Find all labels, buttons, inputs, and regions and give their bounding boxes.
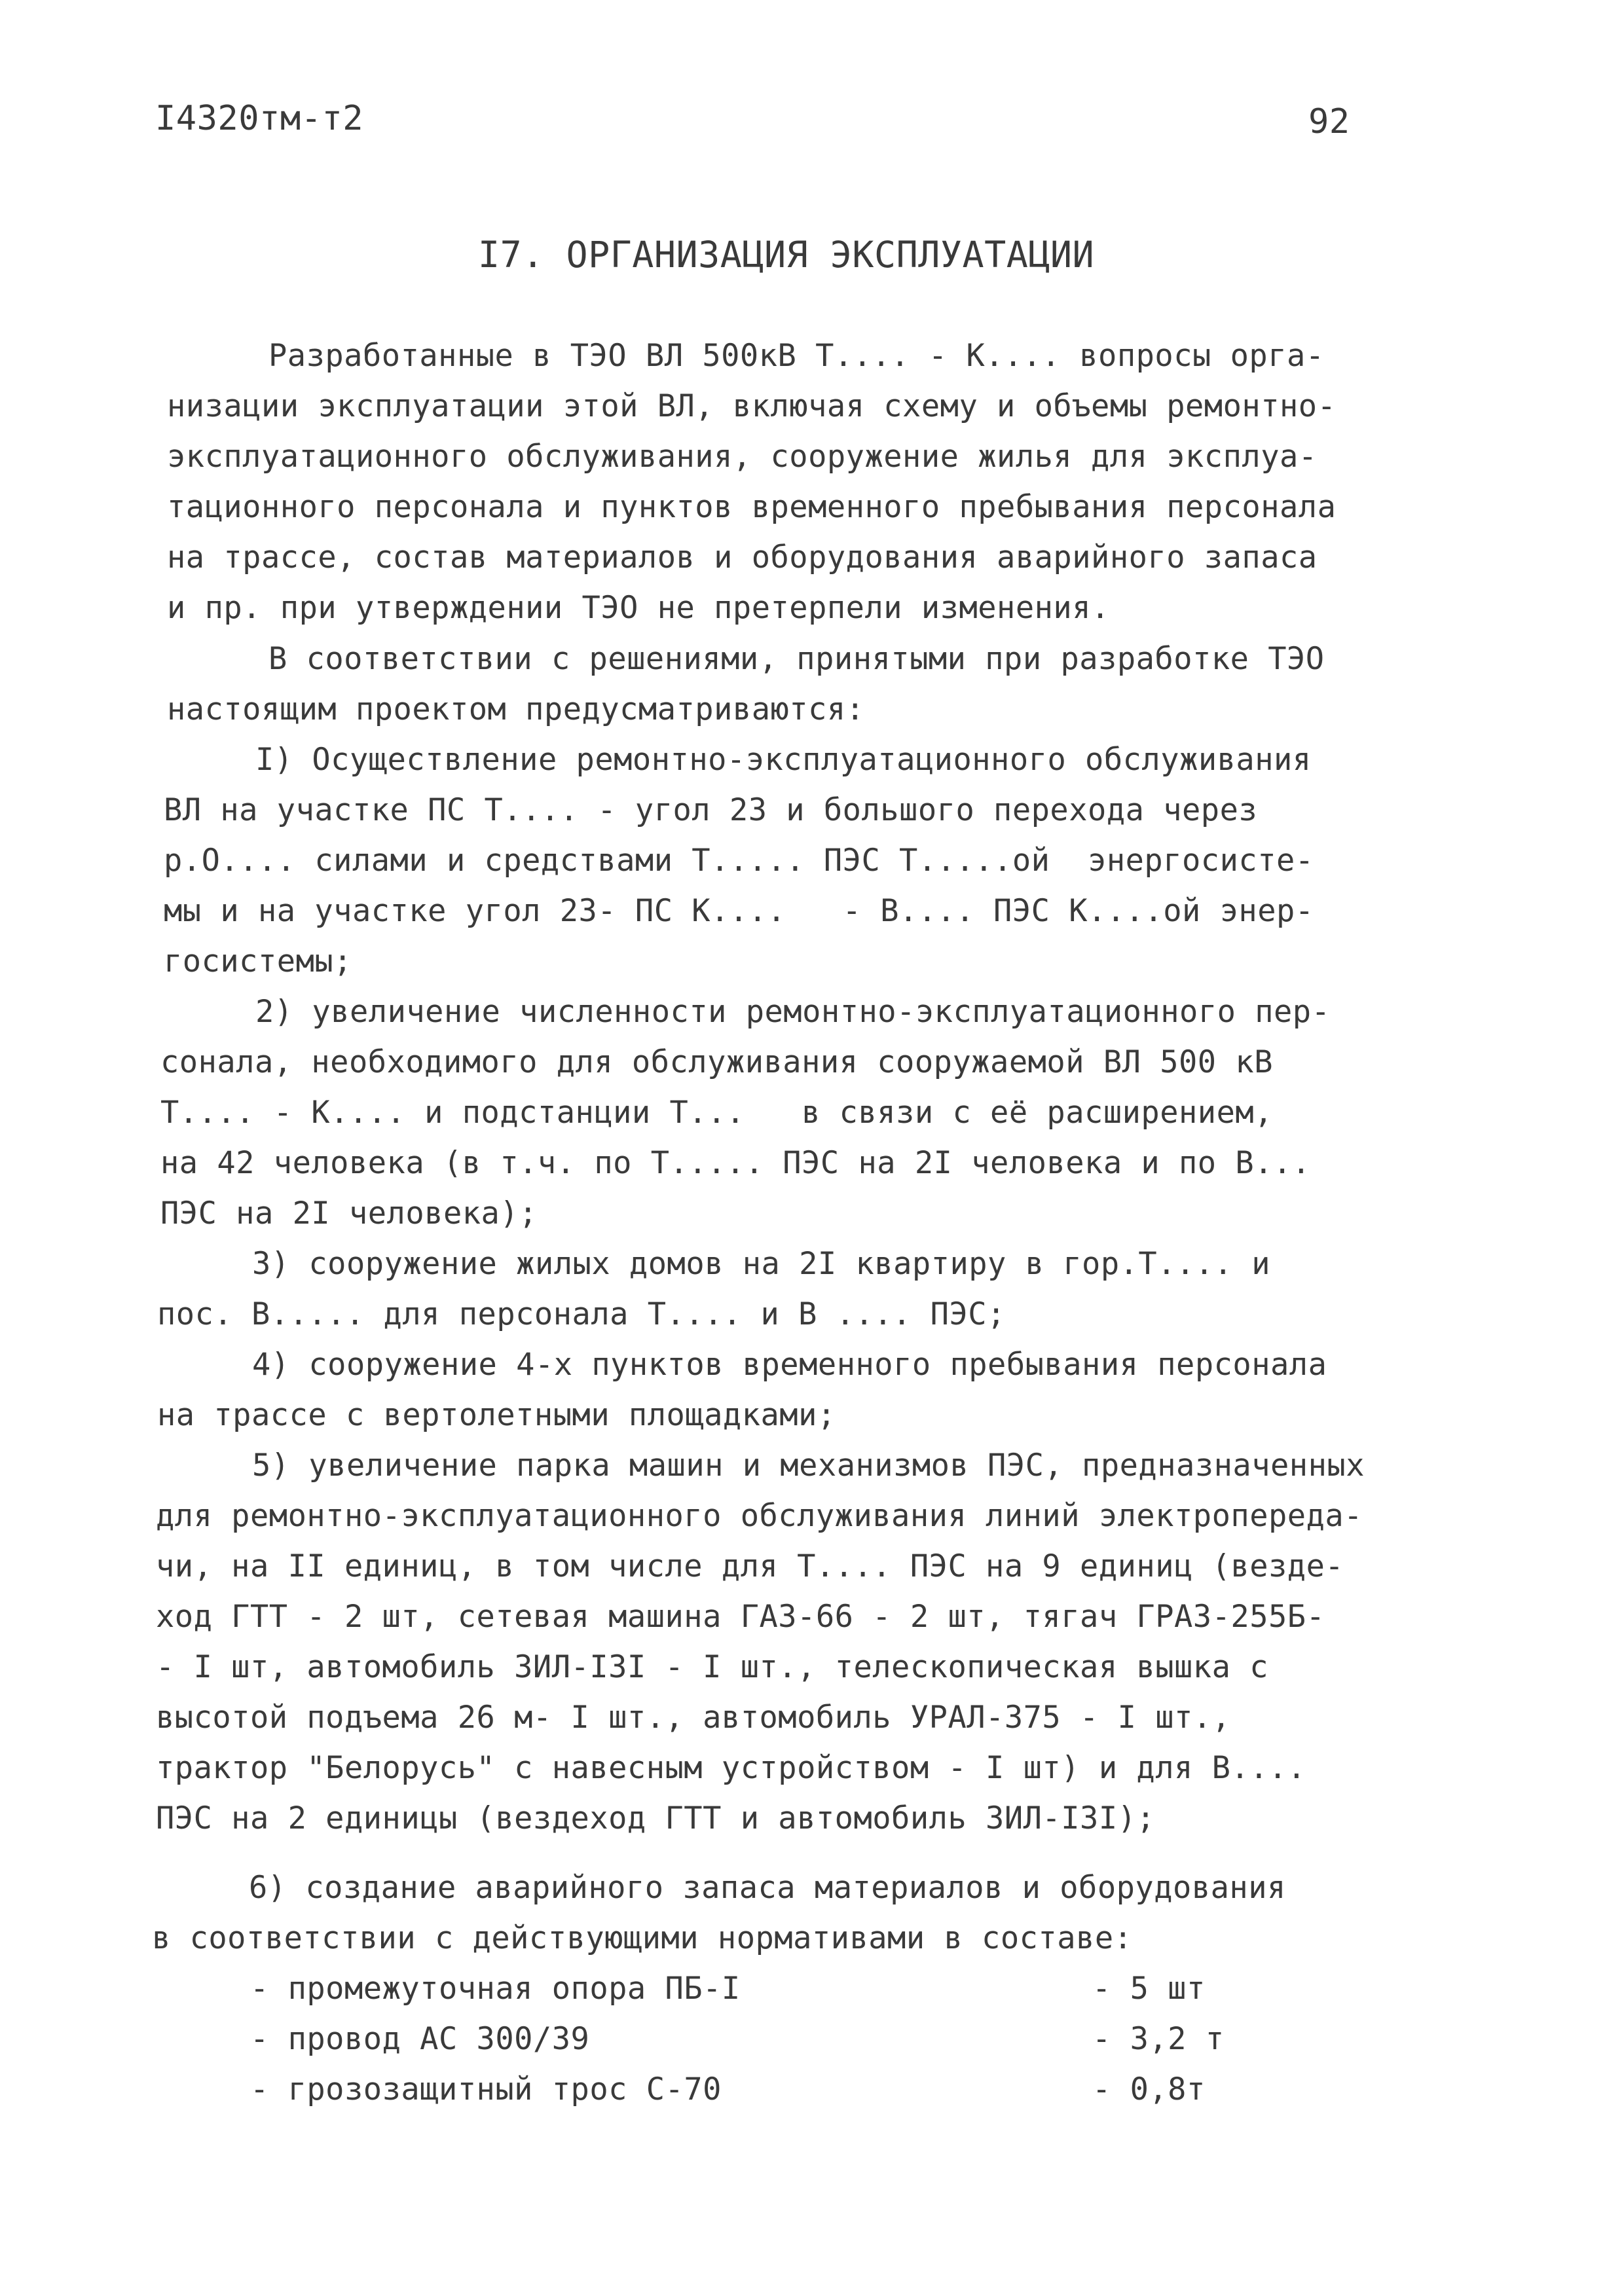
section-title: I7. ОРГАНИЗАЦИЯ ЭКСПЛУАТАЦИИ	[478, 234, 1095, 276]
body-line: 5) увеличение парка машин и механизмов ПЭС, предназначенных	[252, 1448, 1365, 1484]
body-line: 3) сооружение жилых домов на 2I квартиру в гор.Т.... и	[252, 1246, 1271, 1282]
reserve-item-qty: - 3,2 т	[1092, 2021, 1225, 2057]
body-line: I) Осуществление ремонтно-эксплуатационного обслуживания	[255, 742, 1312, 778]
body-line: сонала, необходимого для обслуживания сооружаемой ВЛ 500 кВ	[160, 1044, 1273, 1080]
body-line: на трассе, состав материалов и оборудования аварийного запаса	[167, 539, 1318, 575]
body-line: на трассе с вертолетными площадками;	[157, 1397, 836, 1433]
body-line: настоящим проектом предусматриваются:	[167, 691, 865, 727]
document-code: I4320тм-т2	[155, 99, 364, 138]
body-line: Разработанные в ТЭО ВЛ 500кВ Т.... - К.... вопросы орга-	[268, 338, 1325, 374]
body-line: 6) создание аварийного запаса материалов и оборудования	[249, 1870, 1286, 1906]
reserve-item-name: - провод АС 300/39	[250, 2021, 590, 2057]
body-line: В соответствии с решениями, принятыми при разработке ТЭО	[268, 641, 1325, 677]
body-line: 4) сооружение 4-х пунктов временного пребывания персонала	[252, 1347, 1327, 1383]
body-line: трактор "Белорусь" с навесным устройством - I шт) и для В....	[156, 1750, 1306, 1786]
body-line: ВЛ на участке ПС Т.... - угол 23 и большого перехода через	[164, 792, 1258, 828]
body-line: ПЭС на 2I человека);	[160, 1195, 538, 1231]
reserve-item-name: - промежуточная опора ПБ-I	[250, 1971, 741, 2007]
body-line: чи, на II единиц, в том числе для Т.... ПЭС на 9 единиц (везде-	[156, 1548, 1344, 1584]
reserve-item-name: - грозозащитный трос С-70	[250, 2071, 722, 2107]
body-line: Т.... - К.... и подстанции Т... в связи с её расширением,	[160, 1095, 1273, 1131]
body-line: низации эксплуатации этой ВЛ, включая схему и объемы ремонтно-	[167, 388, 1337, 424]
body-line: госистемы;	[164, 943, 352, 979]
reserve-item-qty: - 5 шт	[1092, 1971, 1206, 2007]
body-line: для ремонтно-эксплуатационного обслуживания линий электропереда-	[156, 1498, 1363, 1534]
body-line: и пр. при утверждении ТЭО не претерпели изменения.	[167, 590, 1110, 626]
body-line: тационного персонала и пунктов временного пребывания персонала	[167, 489, 1337, 525]
body-line: высотой подъема 26 м- I шт., автомобиль УРАЛ-375 - I шт.,	[156, 1700, 1231, 1736]
body-line: мы и на участке угол 23- ПС К.... - В.... ПЭС К....ой энер-	[164, 893, 1314, 929]
body-line: ход ГТТ - 2 шт, сетевая машина ГАЗ-66 - 2 шт, тягач ГРАЗ-255Б-	[156, 1599, 1325, 1635]
body-line: на 42 человека (в т.ч. по Т..... ПЭС на 2I человека и по В...	[160, 1145, 1311, 1181]
body-line: р.О.... силами и средствами Т..... ПЭС Т.....ой энергосисте-	[164, 843, 1314, 879]
body-line: эксплуатационного обслуживания, сооружение жилья для эксплуа-	[167, 439, 1318, 475]
body-line: в соответствии с действующими нормативами в составе:	[152, 1920, 1133, 1956]
body-line: ПЭС на 2 единицы (вездеход ГТТ и автомобиль ЗИЛ-I3I);	[156, 1800, 1156, 1836]
reserve-item-qty: - 0,8т	[1092, 2071, 1206, 2107]
body-line: - I шт, автомобиль ЗИЛ-I3I - I шт., телескопическая вышка с	[156, 1649, 1268, 1685]
body-line: 2) увеличение численности ремонтно-эксплуатационного пер-	[255, 994, 1331, 1030]
body-line: пос. В..... для персонала Т.... и В .... ПЭС;	[157, 1296, 1006, 1332]
page-number: 92	[1308, 102, 1350, 141]
